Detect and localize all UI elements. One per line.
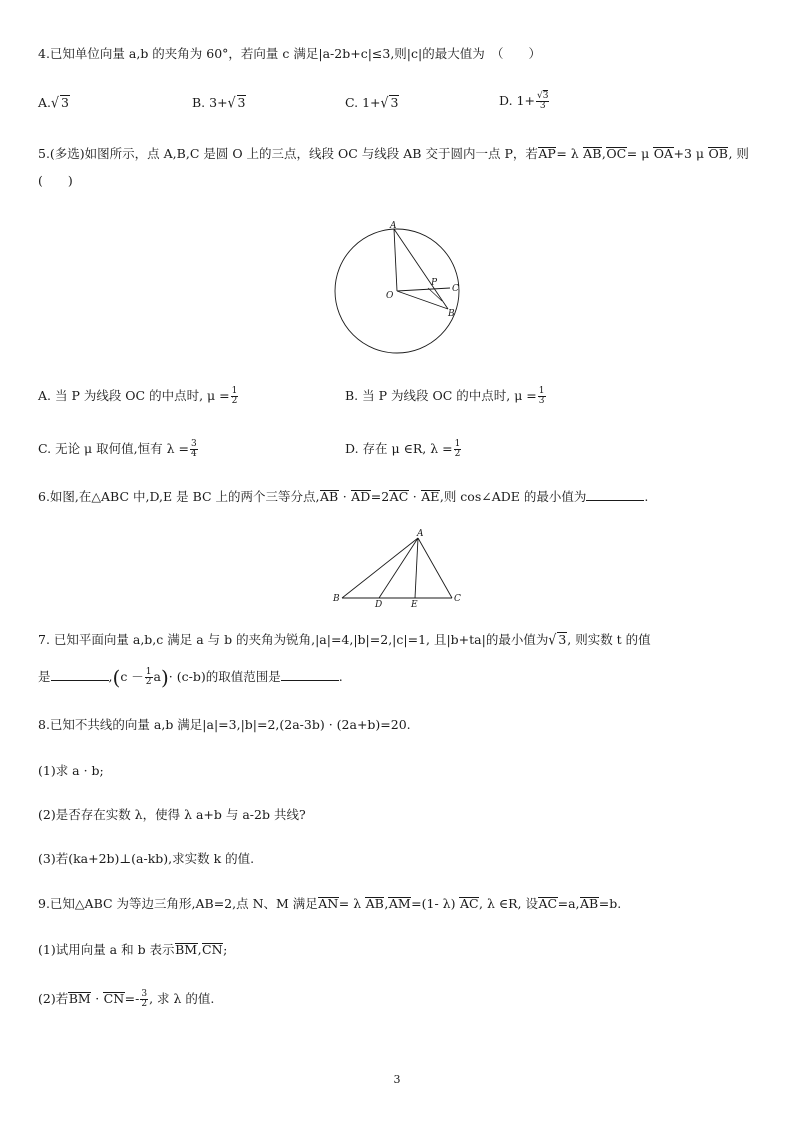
q6-stem: 6.如图,在△ABC 中,D,E 是 BC 上的两个三等分点,AB · AD=2AC · AE,则 cos∠ADE 的最小值为 . — [38, 489, 649, 504]
q5-option-c: C. 无论 μ 取何值,恒有 λ = $\frac{3}{4}$ — [38, 439, 197, 459]
q8-part-2: (2)是否存在实数 λ，使得 λ a+b 与 a-2b 共线? — [38, 807, 306, 822]
q5-option-a: A. 当 P 为线段 OC 的中点时, μ = $\frac{1}{2}$ — [38, 386, 238, 406]
q5-stem-paren: ( ) — [38, 173, 73, 188]
q8-part-3: (3)若(ka+2b)⊥(a-kb),求实数 k 的值. — [38, 851, 255, 866]
label-B: B — [333, 594, 340, 604]
label-P: P — [431, 278, 438, 288]
label-C: C — [454, 594, 461, 604]
q7-answer-blank-1 — [51, 668, 109, 681]
label-D: D — [375, 600, 383, 610]
q6-answer-blank — [586, 488, 644, 501]
q7-answer-blank-2 — [281, 668, 339, 681]
q5-stem: 5.(多选)如图所示，点 A,B,C 是圆 O 上的三点，线段 OC 与线段 AB 交于圆内一点 P，若AP= λ AB,OC= μ OA+3 μ OB, 则 — [38, 146, 749, 161]
label-O: O — [386, 291, 394, 301]
q4-option-c: C. 1+√ 3 — [345, 93, 399, 112]
q5-option-d: D. 存在 μ ∈R, λ = $\frac{1}{2}$ — [345, 439, 461, 459]
q7-line1: 7. 已知平面向量 a,b,c 满足 a 与 b 的夹角为锐角,|a|=4,|b|=2,|c|=1, 且|b+ta|的最小值为√ 3, 则实数 t 的值 — [38, 630, 651, 649]
label-C: C — [452, 284, 459, 294]
q8-stem: 8.已知不共线的向量 a,b 满足|a|=3,|b|=2,(2a-3b) · (2a+b)=20. — [38, 717, 411, 732]
q4-option-a: A.√ 3 — [38, 93, 69, 112]
label-B: B — [448, 309, 455, 319]
label-A: A — [390, 221, 397, 231]
q6-triangle-figure — [330, 526, 465, 610]
q9-part-1: (1)试用向量 a 和 b 表示BM,CN; — [38, 942, 228, 957]
q5-circle-figure — [330, 218, 470, 358]
q5-option-b: B. 当 P 为线段 OC 的中点时, μ = $\frac{1}{3}$ — [345, 386, 545, 406]
q4-option-d: D. 1+ $\frac{√3}{3}$ — [499, 91, 549, 111]
page-number: 3 — [393, 1073, 401, 1086]
label-A: A — [417, 529, 424, 539]
q7-line2: 是 ,(c － $\frac{1}{2}$ a)· (c-b)的取值范围是 . — [38, 665, 343, 690]
q4-stem: 4.已知单位向量 a,b 的夹角为 60°，若向量 c 满足|a-2b+c|≤3,则|c|的最大值为 （ ） — [38, 46, 541, 61]
q8-part-1: (1)求 a · b; — [38, 763, 104, 778]
q9-stem: 9.已知△ABC 为等边三角形,AB=2,点 N、M 满足AN= λ AB,AM=(1- λ) AC, λ ∈R, 设AC=a,AB=b. — [38, 896, 622, 911]
label-E: E — [411, 600, 418, 610]
q4-option-b: B. 3+√ 3 — [192, 93, 246, 112]
q9-part-2: (2)若BM · CN=- $\frac{3}{2}$ , 求 λ 的值. — [38, 989, 215, 1009]
